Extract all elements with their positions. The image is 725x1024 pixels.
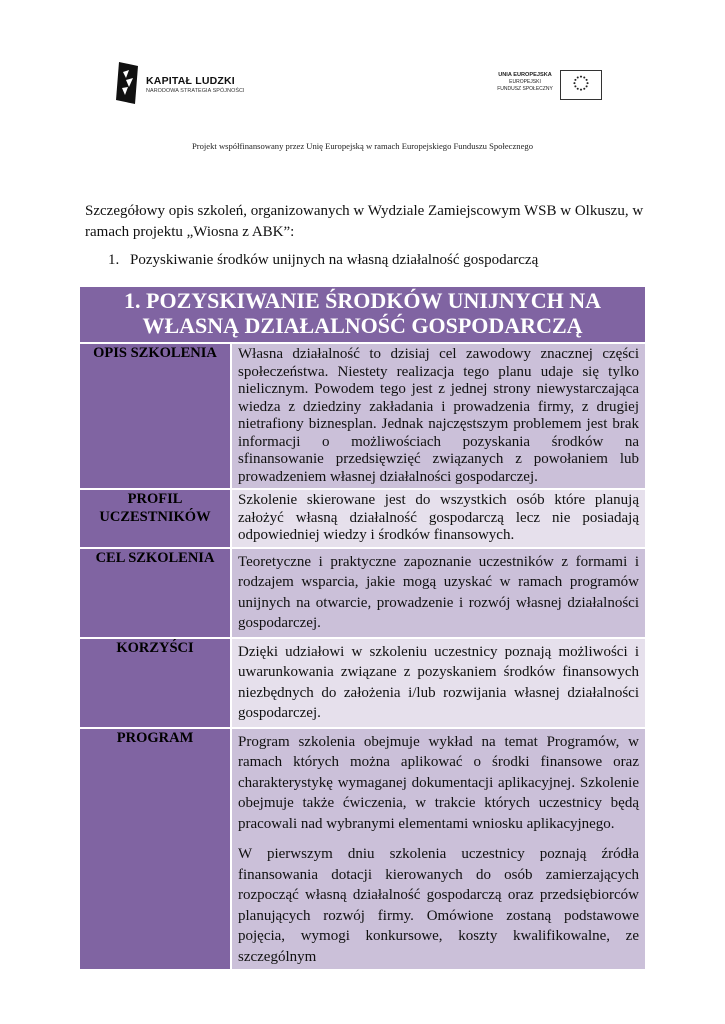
eu-line-2: EUROPEJSKI bbox=[509, 79, 541, 85]
row-label-program: PROGRAM bbox=[80, 728, 231, 970]
row-text-korzysci: Dzięki udziałowi w szkoleniu uczestnicy poznają możliwości i uwarunkowania związane z pozyskaniem środków finansowych niezbędnych do założenia i/lub rozwijania własnej działalności gospodarczej. bbox=[231, 638, 645, 728]
program-paragraph-1: Program szkolenia obejmuje wykład na temat Programów, w ramach których można aplikować o środki finansowe oraz charakterystykę wymaganej dokumentacji aplikacyjnej. Szkolenie obejmuje także ćwiczenia, w trakcie których uczestnicy będą pracowali nad wybranymi elementami wniosku aplikacyjnego. bbox=[238, 733, 639, 832]
eu-logo-text bbox=[494, 72, 556, 93]
kapital-ludzki-logo bbox=[114, 60, 254, 108]
table-row-korzysci bbox=[80, 638, 645, 728]
row-label-korzysci: KORZYŚCI bbox=[80, 638, 231, 728]
row-label-profil-line-1: PROFIL bbox=[127, 491, 183, 507]
table-title-line-1: 1. POZYSKIWANIE ŚRODKÓW UNIJNYCH NA bbox=[124, 288, 601, 313]
row-text-program bbox=[231, 728, 645, 970]
row-text-opis: Własna działalność to dzisiaj cel zawodowy znacznej części społeczeństwa. Niestety realizacja tego planu udaje się tylko nielicznym. Powodem tego jest z jednej strony niewystarczająca wiedza z dziedziny zakładania i prowadzenia firmy, z drugiej nietrafiony biznesplan. Jednak najczęstszym problemem jest brak informacji o możliwościach pozyskania środków na sfinansowanie przedsięwzięć związanych z powołaniem lub prowadzeniem własnej działalności gospodarczej. bbox=[231, 343, 645, 489]
list-number: 1. bbox=[108, 252, 120, 268]
list-item bbox=[108, 250, 538, 271]
program-paragraph-2: W pierwszym dniu szkolenia uczestnicy poznają źródła finansowania dotacji kierowanych do osób zamierzających rozpocząć własną działalność gospodarczą oraz przedsiębiorców planujących rozwój firmy. Omówione zostaną podstawowe pojęcia, wymogi konkursowe, koszty kwalifikowalne, ze szczególnym bbox=[238, 846, 639, 965]
eu-logo bbox=[494, 70, 606, 104]
training-table bbox=[80, 287, 645, 969]
row-text-profil: Szkolenie skierowane jest do wszystkich osób które planują założyć własną działalność gospodarczą lecz nie posiadają odpowiedniej wiedzy i środków finansowych. bbox=[231, 489, 645, 548]
table-title bbox=[80, 287, 645, 343]
row-text-cel: Teoretyczne i praktyczne zapoznanie uczestników z formami i rodzajem wsparcia, jakie mogą uzyskać w ramach programów unijnych na otwarcie, prowadzenie i rozwój własnej działalności gospodarczej. bbox=[231, 548, 645, 638]
row-label-opis: OPIS SZKOLENIA bbox=[80, 343, 231, 489]
table-title-line-2: WŁASNĄ DZIAŁALNOŚĆ GOSPODARCZĄ bbox=[142, 313, 583, 338]
table-row-cel bbox=[80, 548, 645, 638]
kapital-ludzki-mark-icon bbox=[114, 60, 140, 106]
table-row-program bbox=[80, 728, 645, 970]
eu-line-3: FUNDUSZ SPOŁECZNY bbox=[497, 86, 553, 92]
row-label-profil bbox=[80, 489, 231, 548]
kapital-ludzki-title: KAPITAŁ LUDZKI bbox=[146, 75, 235, 87]
eu-line-1: UNIA EUROPEJSKA bbox=[498, 72, 552, 78]
table-row-profil bbox=[80, 489, 645, 548]
table-row-opis bbox=[80, 343, 645, 489]
row-label-profil-line-2: UCZESTNIKÓW bbox=[99, 509, 211, 525]
kapital-ludzki-subtitle: NARODOWA STRATEGIA SPÓJNOŚCI bbox=[146, 88, 245, 94]
eu-flag-icon bbox=[560, 70, 602, 100]
row-label-cel: CEL SZKOLENIA bbox=[80, 548, 231, 638]
intro-paragraph: Szczegółowy opis szkoleń, organizowanych w Wydziale Zamiejscowym WSB w Olkuszu, w ramach projektu „Wiosna z ABK”: bbox=[85, 203, 644, 240]
cofinancing-note: Projekt współfinansowany przez Unię Europejską w ramach Europejskiego Funduszu Społecznego bbox=[191, 141, 534, 151]
list-text: Pozyskiwanie środków unijnych na własną działalność gospodarczą bbox=[130, 252, 539, 268]
